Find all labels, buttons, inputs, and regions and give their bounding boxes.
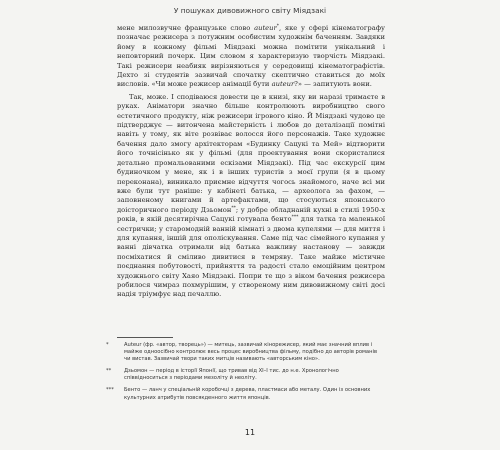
footnotes [106, 342, 384, 407]
running-head: У пошуках дивовижного світу Міядзакі [173, 6, 327, 15]
paragraph-1-text-b: , яке у сфері кінематографу позначає режисера з потужним особистим художнім баченням. Завдяки йому в кожному фільмі Міядзакі можна помітити унікальний і неповторний почерк. Цим словом я характеризую творчість Міядзакі. Такі режисери неабияк вирізняються у середовищі кінематографістів. Дехто зі студентів зазвичай спочатку скептично ставиться до моїх висловів. «Чи може режисер анімації бути [117, 24, 386, 89]
term-auteur: auteur [254, 24, 277, 32]
footnote-ref-3[interactable]: *** [291, 214, 299, 220]
term-auteur-2: auteur [271, 80, 295, 89]
footnote-divider [117, 337, 173, 338]
footnote-3 [106, 387, 384, 401]
page-number: 11 [244, 428, 256, 437]
footnote-1 [106, 342, 384, 363]
paragraph-1-text-c: ?» — запитують вони. [294, 80, 372, 89]
footnote-ref-1[interactable]: * [276, 23, 279, 29]
footnote-mark: *** [106, 387, 114, 394]
paragraph-1 [117, 24, 385, 90]
body-text [117, 24, 385, 300]
paragraph-2-text-a: Так, може. І сподіваюся довести це в книзі, яку ви наразі тримаєте в руках. Аніматори значно більше контролюють виробництво свого естетичного продукту, ніж режисери ігрового кіно. Й Міядзакі чудово це підтверджує — витончена майстерність і любов до деталізації помітні навіть у тому, як віте розвіває волосся його персонажів. Таке художнє бачення дало змогу архітекторам «Будинку Сацукі та Мей» відтворити його точнісінько як у фільмі (для проектування вони скористалися детально промальованими ескізами Міядзакі). Під час екскурсії цим будиночком у мене, як і в інших туристів з моєї групи (я в цьому переконана), виникало приємне відчуття чогось знайомого, наче всі ми вже були тут раніше: у кабінеті батька, — археолога за фахом, — заповненому книгами й артефактами, що стосуються японського доісторичного періоду Дзьомон [117, 92, 385, 214]
footnote-mark: * [106, 342, 109, 348]
footnote-text: Дзьомон — період в історії Японії, що тривав від XI–I тис. до н.е. Хронологічно співвідноситься з періодами мезоліту й неоліту. [124, 368, 339, 382]
paragraph-2-text-c: для татка та маленької сестрички; у старомодній ванній кімнаті з двома купелями — для миття і для купання, іншій для ополіскування. Саме під час сімейного купання у ванні дівчатка отримали від батька важливу настанову — завжди посміхатися й сміливо дивитися в темряву. Таке майже містичне поєднання побутовості, прийняття та радості стало емоційним центром художнього світу Хаяо Міядзакі. Попри те що з віком бачення режисера робилося чимраз похмурішим, у створеному ним дивовижному світі досі надія тріумфує над печаллю. [117, 215, 385, 299]
paragraph-1-text-a: мене милозвучне французьке слово [117, 24, 255, 32]
paragraph-2 [117, 93, 385, 300]
footnote-ref-2[interactable]: ** [231, 205, 236, 211]
footnote-mark: ** [106, 368, 112, 375]
footnote-text: Бенто — ланч у спеціальній коробочці з дерева, пластмаси або металу. Один із основних культурних атрибутів повсякденного життя японців. [124, 387, 371, 401]
footnote-text: Auteur (фр. «автор, творець») — митець, зазвичай кінорежисер, який має значний вплив і майже одноосібно контролює весь процес виробництва фільму, подібно до авторів романів чи вистав. Зазвичай твори таких митців називають «авторським кіно». [124, 342, 378, 363]
footnote-2 [106, 368, 384, 382]
paragraph-2-text-b: ; у добре обладнаній кухні в стилі 1950-х років, в якій десятирічна Сацукі готувала бенто [117, 205, 385, 224]
